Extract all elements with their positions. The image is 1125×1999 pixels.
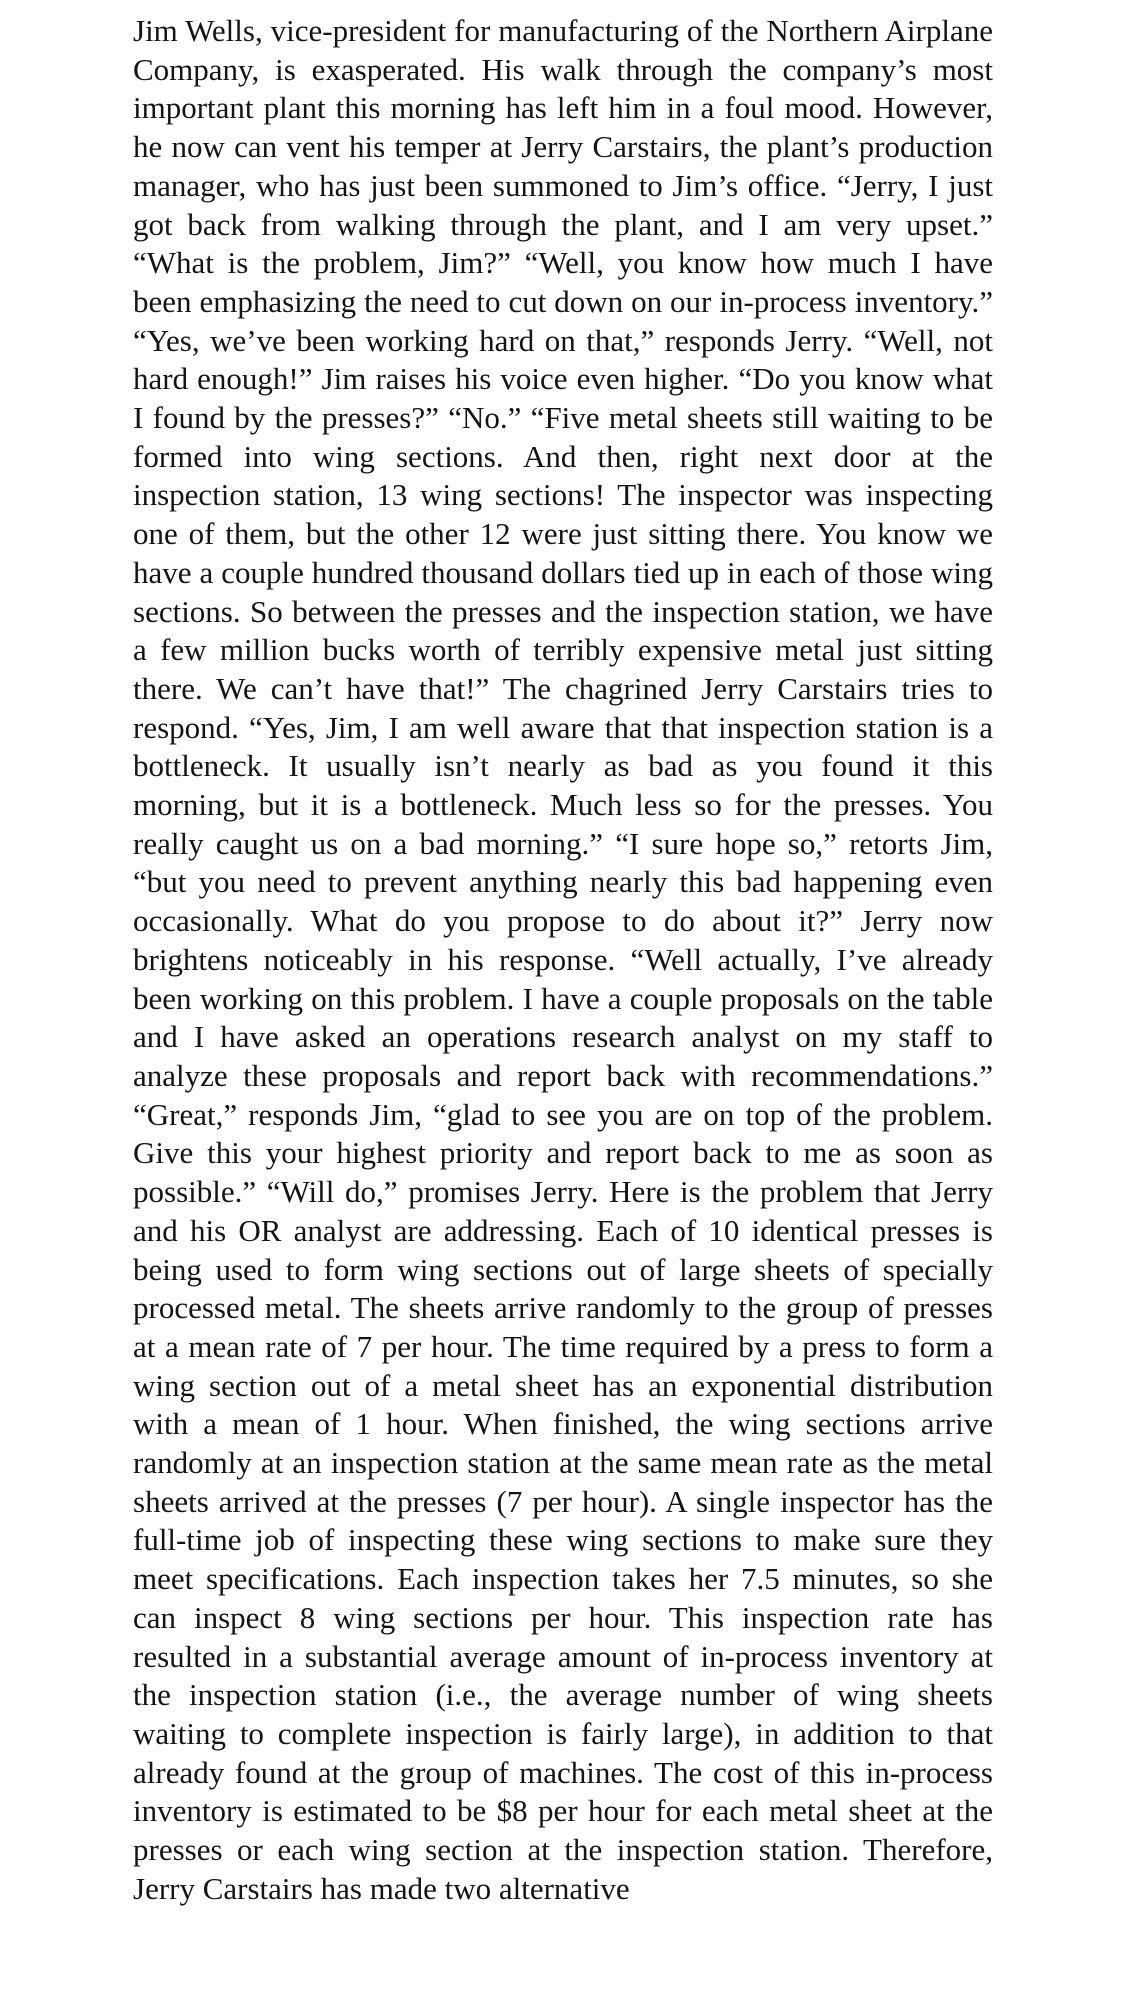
- document-page: [133, 12, 993, 1908]
- body-paragraph: Jim Wells, vice-president for manufacturing of the Northern Airplane Company, is exasperated. His walk through the company’s most important plant this morning has left him in a foul mood. However, he now can vent his temper at Jerry Carstairs, the plant’s production manager, who has just been summoned to Jim’s office. “Jerry, I just got back from walking through the plant, and I am very upset.” “What is the problem, Jim?” “Well, you know how much I have been emphasizing the need to cut down on our in-process inventory.” “Yes, we’ve been working hard on that,” responds Jerry. “Well, not hard enough!” Jim raises his voice even higher. “Do you know what I found by the presses?” “No.” “Five metal sheets still waiting to be formed into wing sections. And then, right next door at the inspection station, 13 wing sections! The inspector was inspecting one of them, but the other 12 were just sitting there. You know we have a couple hundred thousand dollars tied up in each of those wing sections. So between the presses and the inspection station, we have a few million bucks worth of terribly expensive metal just sitting there. We can’t have that!” The chagrined Jerry Carstairs tries to respond. “Yes, Jim, I am well aware that that inspection station is a bottleneck. It usually isn’t nearly as bad as you found it this morning, but it is a bottleneck. Much less so for the presses. You really caught us on a bad morning.” “I sure hope so,” retorts Jim, “but you need to prevent anything nearly this bad happening even occasionally. What do you propose to do about it?” Jerry now brightens noticeably in his response. “Well actually, I’ve already been working on this problem. I have a couple proposals on the table and I have asked an operations research analyst on my staff to analyze these proposals and report back with recommendations.” “Great,” responds Jim, “glad to see you are on top of the problem. Give this your highest priority and report back to me as soon as possible.” “Will do,” promises Jerry. Here is the problem that Jerry and his OR analyst are addressing. Each of 10 identical presses is being used to form wing sections out of large sheets of specially processed metal. The sheets arrive randomly to the group of presses at a mean rate of 7 per hour. The time required by a press to form a wing section out of a metal sheet has an exponential distribution with a mean of 1 hour. When finished, the wing sections arrive randomly at an inspection station at the same mean rate as the metal sheets arrived at the presses (7 per hour). A single inspector has the full-time job of inspecting these wing sections to make sure they meet specifications. Each inspection takes her 7.5 minutes, so she can inspect 8 wing sections per hour. This inspection rate has resulted in a substantial average amount of in-process inventory at the inspection station (i.e., the average number of wing sheets waiting to complete inspection is fairly large), in addition to that already found at the group of machines. The cost of this in-process inventory is estimated to be $8 per hour for each metal sheet at the presses or each wing section at the inspection station. Therefore, Jerry Carstairs has made two alternative: [133, 13, 993, 1906]
